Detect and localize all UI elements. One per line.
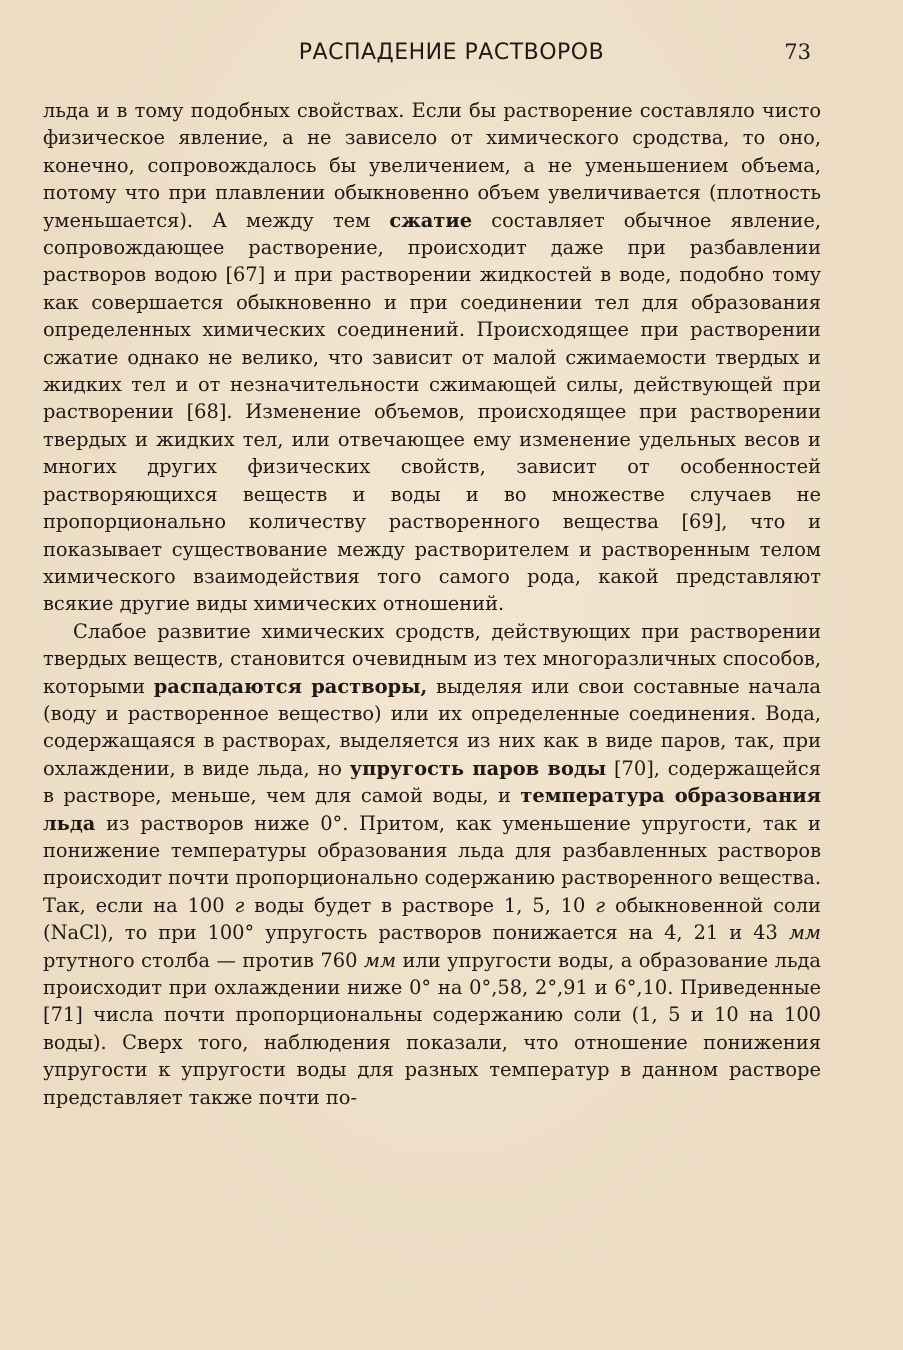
bold-term-solutions-decompose: распадаются растворы, xyxy=(153,674,428,698)
text-segment: воды будет в растворе 1, 5, 10 xyxy=(244,893,596,917)
running-header xyxy=(0,40,903,70)
text-segment: составляет обычное явление, сопровождающее растворение, происходит даже при разбавлении растворов водою [67] и при растворении жидкостей в воде, подобно тому как совершается обыкновенно и при соединении тел для образования определенных химических соединений. Происходящее при растворении сжатие однако не велико, что зависит от малой сжимаемости твердых и жидких тел и от незначительности сжимающей силы, действующей при растворении [68]. Изменение объемов, происходящее при растворении твердых и жидких тел, или отвечающее ему изменение удельных весов и многих других физических свойств, зависит от особенностей растворяющихся веществ и воды и во множестве случаев не пропорционально количеству растворенного вещества [69], что и показывает существование между растворителем и растворенным телом химического взаимодействия того самого рода, какой представляют всякие другие виды химических отношений. xyxy=(43,208,821,616)
text-segment: из растворов ниже 0°. Притом, как уменьшение упругости, так и понижение температуры образования льда для разбавленных растворов происходит почти пропорционально содержанию растворенного вещества. Так, если на 100 xyxy=(43,811,821,917)
unit-gram: г xyxy=(595,893,606,917)
text-segment: выделяя или свои составные начала (воду и растворенное вещество) или их определенные соединения. Вода, содержащаяся в растворах, выделяется из них как в виде паров, так, при охлаждении, в виде льда, но xyxy=(43,674,821,780)
text-segment: ртутного столба — против 760 xyxy=(43,948,364,972)
paragraph-2 xyxy=(43,618,821,1111)
text-segment: или упругости воды, а образование льда происходит при охлаждении ниже 0° на 0°,58, 2°,91 и 6°,10. Приведенные [71] числа почти пропорциональны содержанию соли (1, 5 и 10 на 100 воды). Сверх того, наблюдения показали, что отношение понижения упругости к упругости воды для разных температур в данном растворе представляет также почти по- xyxy=(43,948,821,1109)
text-segment: [70], содержащейся в растворе, меньше, чем для самой воды, и xyxy=(43,756,821,808)
text-segment: обыкновенной соли (NaCl), то при 100° упругость растворов понижается на 4, 21 и 43 xyxy=(43,893,821,945)
bold-term-ice-formation-temperature: температура образования льда xyxy=(43,784,821,835)
page-number: 73 xyxy=(784,40,811,64)
paragraph-1 xyxy=(43,97,821,618)
unit-gram: г xyxy=(234,893,245,917)
bold-term-compression: сжатие xyxy=(389,208,473,232)
unit-mm: мм xyxy=(788,921,821,945)
running-title: РАСПАДЕНИЕ РАСТВОРОВ xyxy=(298,40,605,65)
bold-term-vapor-pressure: упругость паров воды xyxy=(349,756,607,780)
unit-mm: мм xyxy=(363,948,397,972)
text-segment: Слабое развитие химических сродств, действующих при растворении твердых веществ, становится очевидным из тех многоразличных способов, которыми xyxy=(43,619,821,698)
body-text xyxy=(43,97,821,1111)
text-segment: льда и в тому подобных свойствах. Если бы растворение составляло чисто физическое явление, а не зависело от химического сродства, то оно, конечно, сопровождалось бы увеличением, а не уменьшением объема, потому что при плавлении обыкновенно объем увеличивается (плотность уменьшается). А между тем xyxy=(43,99,821,232)
